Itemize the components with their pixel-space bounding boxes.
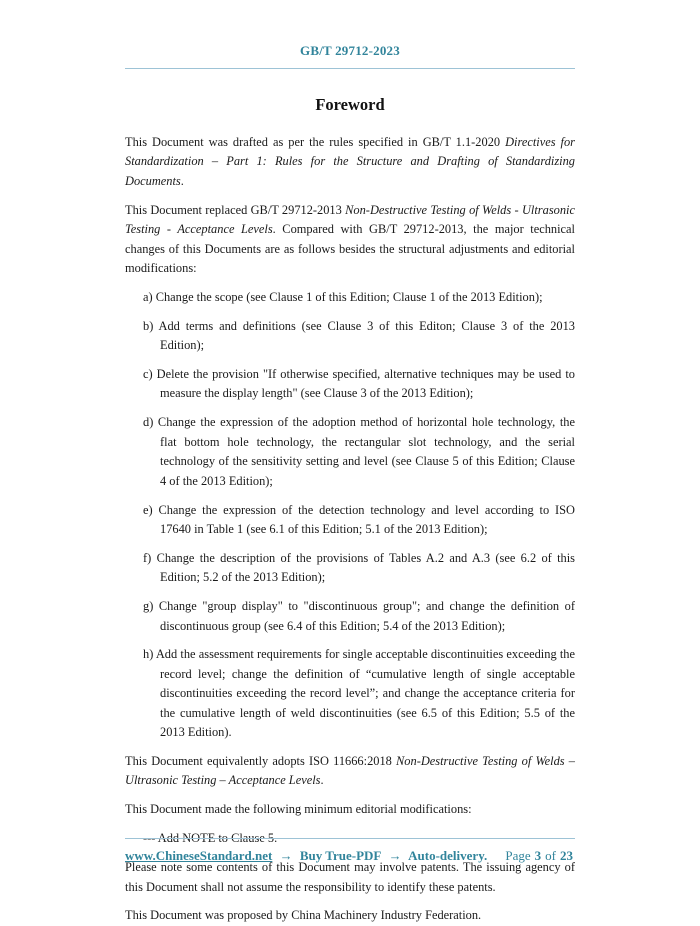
header-divider — [125, 68, 575, 69]
list-item-d: d) Change the expression of the adoption method of horizontal hole technology, the flat bottom hole technology, the rectangular slot technology, and the serial technology of the sensitivity setting and level (see Clause 5 of this Edition; Clause 4 of the 2013 Edition); — [143, 415, 575, 488]
list-item-g: g) Change "group display" to "discontinuous group"; and change the definition of discontinuous group (see 6.4 of this Edition; 5.4 of the 2013 Edition); — [143, 599, 575, 633]
italic-title-segment: Directives for Standardization – Part 1: Rules for the Structure and Drafting of Standardizing Documents — [125, 135, 575, 188]
list-item-f: f) Change the description of the provisions of Tables A.2 and A.3 (see 6.2 of this Edition; 5.2 of the 2013 Edition); — [143, 550, 575, 585]
text-segment: This Document equivalently adopts ISO 11666:2018 — [125, 753, 397, 768]
of-label: of — [545, 848, 556, 863]
italic-title-segment: Non-Destructive Testing of Welds - Ultrasonic Testing - Acceptance Levels — [125, 202, 575, 237]
list-item-b: b) Add terms and definitions (see Clause 3 of this Editon; Clause 3 of the 2013 Edition); — [143, 318, 575, 353]
paragraph-patents: Please note some contents of this Document may involve patents. The issuing agency of this Document shall not assume the responsibility to identify these patents. — [125, 860, 575, 894]
text-segment: . — [180, 173, 184, 188]
doc-number: GB/T 29712-2023 — [300, 43, 400, 58]
footer-delivery-text: Auto-delivery. — [408, 848, 488, 863]
footer-buy-text: Buy True-PDF — [299, 848, 382, 863]
page-header — [0, 0, 700, 69]
arrow-icon: → — [388, 848, 402, 863]
paragraph-proposed: This Document was proposed by China Machinery Industry Federation. — [125, 908, 482, 923]
italic-title-segment: Non-Destructive Testing of Welds – Ultrasonic Testing – Acceptance Levels — [125, 753, 575, 788]
paragraph-drafted — [125, 133, 575, 191]
page-indicator — [503, 848, 575, 864]
arrow-icon: → — [279, 848, 293, 863]
paragraph-editorial: This Document made the following minimum editorial modifications: — [125, 802, 472, 817]
page-label: Page — [505, 848, 531, 863]
website-link[interactable]: www.ChineseStandard.net — [125, 848, 273, 863]
list-item-h: h) Add the assessment requirements for single acceptable discontinuities exceeding the record level; change the definition of “cumulative length of single acceptable discontinuities exceeding the record level”; and change the acceptance criteria for the cumulative length of weld discontinuities (see 6.5 of this Edition; 5.5 of the 2013 Edition). — [143, 647, 575, 740]
list-item-a: a) Change the scope (see Clause 1 of this Edition; Clause 1 of the 2013 Edition); — [143, 289, 543, 304]
text-segment: . Compared with GB/T 29712-2013, the major technical changes of this Documents are as follows besides the structural adjustments and editorial modifications: — [125, 222, 575, 275]
foreword-title: Foreword — [315, 95, 385, 114]
changes-list — [125, 288, 575, 743]
document-content — [125, 94, 575, 926]
paragraph-note: --- Add NOTE to Clause 5. — [143, 831, 278, 846]
list-item-e: e) Change the expression of the detection technology and level according to ISO 17640 in Table 1 (see 6.1 of this Edition; 5.1 of the 2013 Edition); — [143, 502, 575, 536]
text-segment: This Document replaced GB/T 29712-2013 — [125, 202, 346, 217]
paragraph-adopts — [125, 752, 575, 791]
text-segment: This Document was drafted as per the rules specified in GB/T 1.1-2020 — [125, 135, 506, 149]
text-segment: . — [320, 773, 324, 788]
paragraph-replaced — [125, 201, 575, 279]
list-item-c: c) Delete the provision "If otherwise specified, alternative techniques may be used to measure the display length" (see Clause 3 of the 2013 Edition); — [143, 367, 575, 401]
page-total: 23 — [560, 848, 573, 863]
page-current: 3 — [534, 848, 542, 863]
page-footer — [125, 838, 575, 864]
footer-left — [125, 848, 491, 864]
